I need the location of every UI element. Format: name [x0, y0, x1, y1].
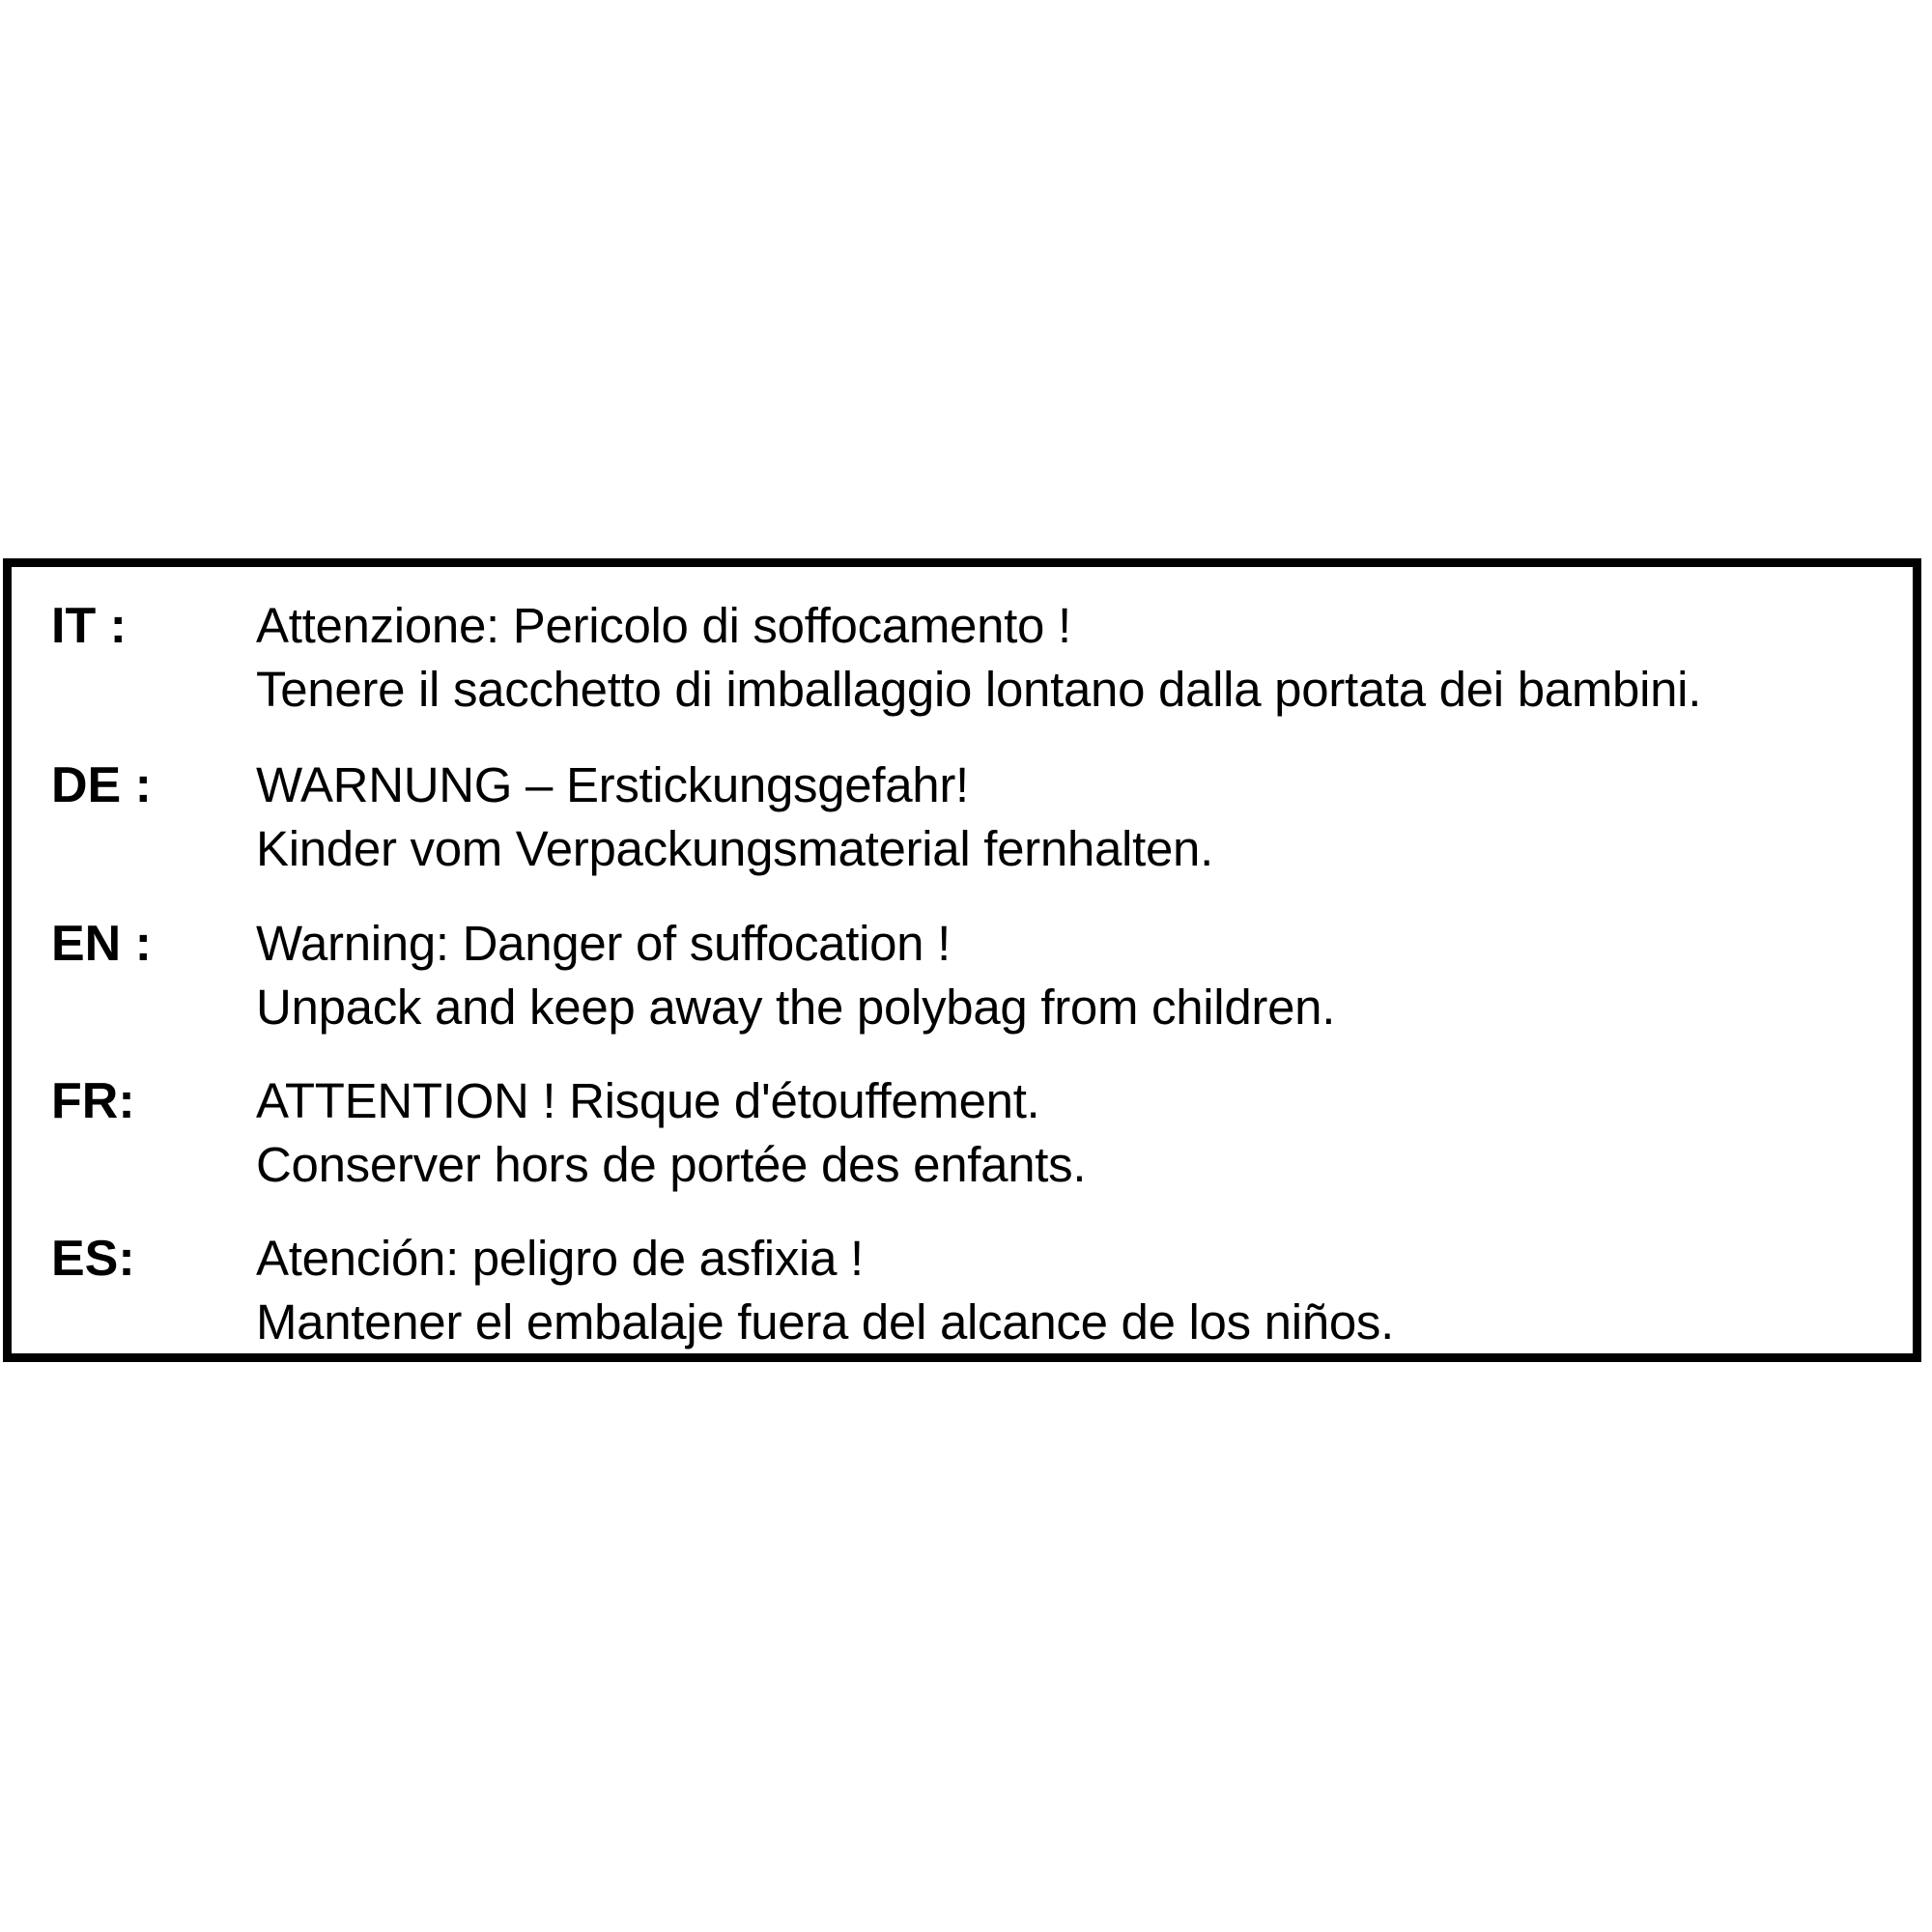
warning-headline: WARNUNG – Erstickungsgefahr!	[256, 757, 969, 812]
warning-text	[256, 753, 1213, 881]
language-code: IT :	[51, 598, 127, 654]
warning-headline: Warning: Danger of suffocation !	[256, 916, 951, 971]
warning-instruction: Tenere il sacchetto di imballaggio lontano dalla portata dei bambini.	[256, 662, 1702, 717]
warning-headline: Atención: peligro de asfixia !	[256, 1231, 864, 1286]
warning-text	[256, 1069, 1086, 1197]
warning-instruction: Kinder vom Verpackungsmaterial fernhalten.	[256, 821, 1213, 876]
warning-text	[256, 912, 1335, 1039]
language-code: FR:	[51, 1073, 135, 1129]
warning-text	[256, 1227, 1394, 1354]
language-code: ES:	[51, 1231, 135, 1287]
warning-instruction: Mantener el embalaje fuera del alcance de los niños.	[256, 1294, 1394, 1350]
warning-instruction: Unpack and keep away the polybag from children.	[256, 980, 1336, 1035]
warning-text	[256, 594, 1701, 722]
warning-label-box	[3, 558, 1921, 1362]
language-code: DE :	[51, 757, 152, 813]
warning-headline: ATTENTION ! Risque d'étouffement.	[256, 1073, 1040, 1128]
warning-headline: Attenzione: Pericolo di soffocamento !	[256, 598, 1071, 653]
warning-instruction: Conserver hors de portée des enfants.	[256, 1137, 1087, 1192]
language-code: EN :	[51, 916, 152, 972]
